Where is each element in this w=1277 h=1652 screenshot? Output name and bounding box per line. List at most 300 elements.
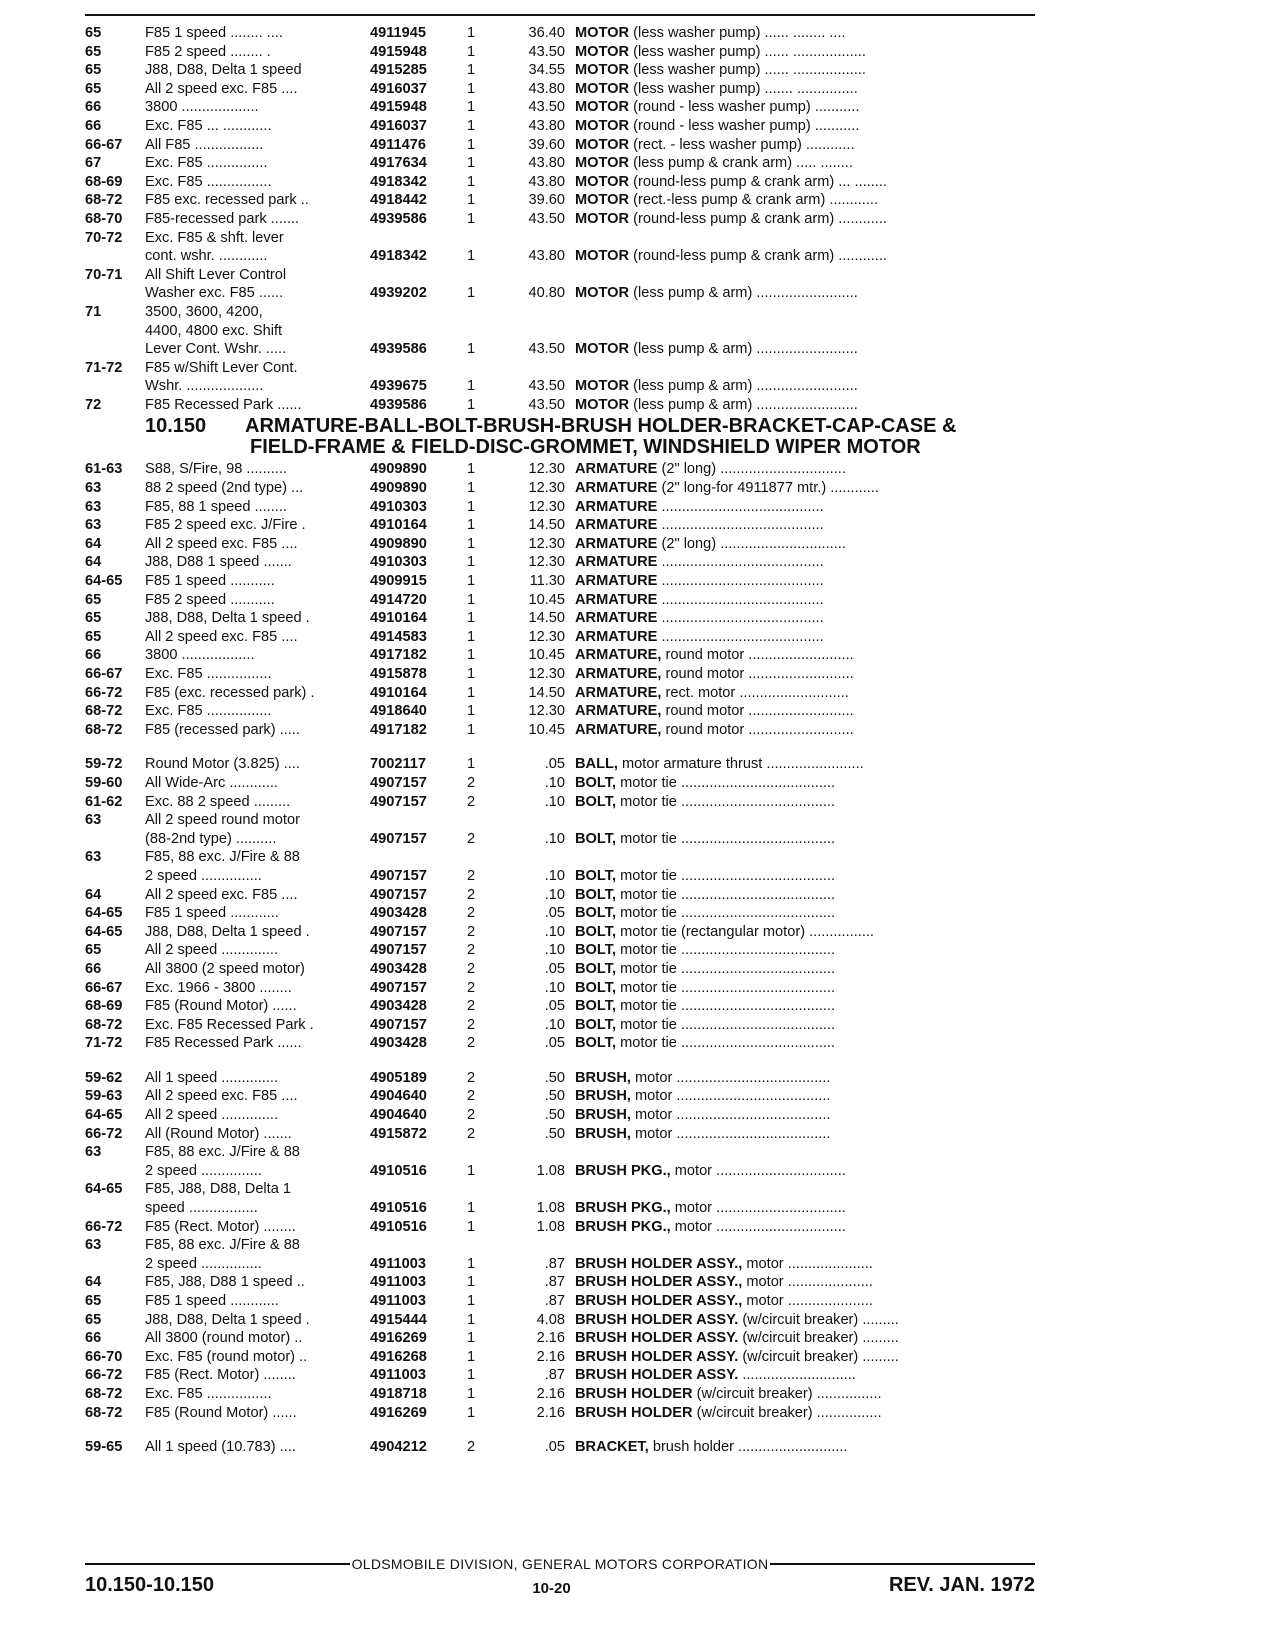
application: F85 1 speed ........ .... <box>145 25 283 41</box>
quantity: 2 <box>467 1016 476 1033</box>
section-number: 10.150 <box>145 415 207 438</box>
part-name <box>575 702 1035 721</box>
list-price: 12.30 <box>528 628 565 645</box>
part-name-bold: ARMATURE, <box>575 684 662 701</box>
model-year: 65 <box>85 628 102 645</box>
part-name-bold: MOTOR <box>575 25 630 41</box>
part-number: 4910516 <box>370 1200 427 1217</box>
part-name-detail: motor ...................................... <box>630 1107 831 1124</box>
application: Exc. F85 ............... <box>145 155 268 172</box>
part-name <box>575 1329 1035 1348</box>
part-row <box>85 755 1035 774</box>
spacer <box>85 1053 1035 1069</box>
model-year: 66-67 <box>85 666 123 682</box>
list-price: 43.80 <box>528 155 565 172</box>
application: J88, D88, Delta 1 speed <box>145 62 302 79</box>
part-row <box>85 904 1035 923</box>
part-row <box>85 1125 1035 1144</box>
part-row <box>85 1385 1035 1404</box>
part-name-bold: BOLT, <box>575 998 617 1015</box>
part-name-detail: motor tie ...................................... <box>616 830 836 847</box>
list-price: 2.16 <box>536 1330 565 1347</box>
part-name <box>575 553 1035 572</box>
model-year: 65 <box>85 43 102 60</box>
quantity: 1 <box>467 1293 476 1309</box>
part-name <box>575 396 1035 415</box>
part-name <box>575 609 1035 628</box>
part-name <box>575 665 1035 684</box>
list-price: 36.40 <box>528 25 565 41</box>
part-name-bold: MOTOR <box>575 99 630 116</box>
part-name <box>575 535 1035 554</box>
part-name-bold: MOTOR <box>575 192 630 209</box>
part-name-detail: motor ...................................... <box>630 1125 831 1142</box>
model-year: 70-71 <box>85 266 123 283</box>
part-name <box>575 247 1035 266</box>
list-price: 14.50 <box>528 684 565 701</box>
part-row <box>85 1069 1035 1088</box>
part-row <box>85 1106 1035 1125</box>
part-row <box>85 377 1035 396</box>
part-name-bold: BRUSH PKG., <box>575 1218 671 1235</box>
bracket-parts-list <box>85 1438 1035 1457</box>
part-name-bold: BRUSH, <box>575 1088 631 1105</box>
model-year: 68-70 <box>85 210 123 227</box>
part-name-bold: ARMATURE <box>575 554 658 571</box>
part-name-detail: motor tie ...................................... <box>616 905 836 922</box>
part-number: 4910303 <box>370 498 427 515</box>
part-number: 4915444 <box>370 1311 427 1328</box>
quantity: 2 <box>467 998 476 1015</box>
list-price: 39.60 <box>528 192 565 209</box>
part-name-bold: BALL, <box>575 756 618 773</box>
model-year: 68-72 <box>85 1385 123 1402</box>
part-row <box>85 1143 1035 1162</box>
list-price: 12.30 <box>528 703 565 720</box>
quantity: 2 <box>467 867 476 884</box>
quantity: 1 <box>467 1385 476 1402</box>
part-name <box>575 684 1035 703</box>
quantity: 1 <box>467 1311 476 1328</box>
application: F85 1 speed ........... <box>145 573 275 590</box>
model-year: 65 <box>85 1293 102 1309</box>
part-name-bold: MOTOR <box>575 285 630 302</box>
part-name-bold: BOLT, <box>575 1035 617 1052</box>
part-name <box>575 1255 1035 1274</box>
part-name-detail: motor tie ...................................... <box>616 774 836 791</box>
part-name <box>575 1199 1035 1218</box>
part-row <box>85 136 1035 155</box>
part-row <box>85 498 1035 517</box>
part-name-detail: motor armature thrust ........................ <box>617 756 864 773</box>
part-row <box>85 191 1035 210</box>
application: J88, D88 1 speed ....... <box>145 554 292 571</box>
part-number: 4909890 <box>370 461 427 478</box>
part-name-bold: MOTOR <box>575 341 630 358</box>
part-name-bold: MOTOR <box>575 62 630 79</box>
model-year: 59-60 <box>85 774 123 791</box>
list-price: .10 <box>544 1016 565 1033</box>
list-price: 2.16 <box>536 1385 565 1402</box>
application: Exc. F85 (round motor) .. <box>145 1348 308 1365</box>
part-name-detail: ........................................ <box>657 628 824 645</box>
quantity: 2 <box>467 1069 476 1086</box>
part-number: 4907157 <box>370 923 427 940</box>
part-row <box>85 460 1035 479</box>
list-price: 43.50 <box>528 378 565 395</box>
part-number: 4911476 <box>370 136 427 153</box>
part-name-detail: (less pump & arm) ......................... <box>629 341 858 358</box>
list-price: 12.30 <box>528 554 565 571</box>
part-name-bold: ARMATURE, <box>575 647 662 664</box>
model-year: 67 <box>85 155 102 172</box>
part-name-bold: MOTOR <box>575 136 630 153</box>
quantity: 1 <box>467 498 476 515</box>
part-number: 4939675 <box>370 378 427 395</box>
part-name-detail: round motor .......................... <box>661 647 854 664</box>
footer-rule <box>85 1556 1035 1572</box>
list-price: .10 <box>544 942 565 959</box>
part-name <box>575 904 1035 923</box>
part-name-detail: (w/circuit breaker) ................ <box>692 1404 882 1421</box>
part-number: 4915948 <box>370 99 427 116</box>
model-year: 66 <box>85 1330 102 1347</box>
part-name-bold: ARMATURE, <box>575 703 662 720</box>
model-year: 71-72 <box>85 359 123 376</box>
part-name <box>575 774 1035 793</box>
application: All 2 speed .............. <box>145 942 279 959</box>
list-price: .50 <box>544 1125 565 1142</box>
list-price: 1.08 <box>536 1162 565 1179</box>
part-number: 4909915 <box>370 573 427 590</box>
quantity: 1 <box>467 1255 476 1272</box>
part-row <box>85 553 1035 572</box>
model-year: 59-62 <box>85 1069 123 1086</box>
part-row <box>85 886 1035 905</box>
quantity: 1 <box>467 1404 476 1421</box>
part-name-bold: BRUSH, <box>575 1107 631 1124</box>
list-price: .87 <box>544 1255 565 1272</box>
part-number: 4903428 <box>370 905 427 922</box>
part-number: 4903428 <box>370 960 427 977</box>
part-row <box>85 646 1035 665</box>
part-name <box>575 941 1035 960</box>
application: All 2 speed .............. <box>145 1107 279 1124</box>
part-name-detail: motor ................................ <box>670 1200 846 1217</box>
part-row <box>85 793 1035 812</box>
part-number: 4907157 <box>370 793 427 810</box>
part-name <box>575 154 1035 173</box>
part-number: 4916037 <box>370 117 427 134</box>
part-name-bold: BRUSH HOLDER ASSY., <box>575 1274 743 1291</box>
part-name <box>575 377 1035 396</box>
model-year: 68-69 <box>85 998 123 1015</box>
application: Exc. 88 2 speed ......... <box>145 793 291 810</box>
part-name-detail: (less washer pump) ...... ........ .... <box>629 25 846 41</box>
part-number: 4917182 <box>370 647 427 664</box>
part-number: 4907157 <box>370 1016 427 1033</box>
list-price: .10 <box>544 867 565 884</box>
part-row <box>85 154 1035 173</box>
list-price: 10.45 <box>528 721 565 738</box>
parts-catalog-page <box>85 14 1035 1457</box>
part-row <box>85 1255 1035 1274</box>
part-name-detail: ........................................ <box>657 610 824 627</box>
application: All 3800 (round motor) .. <box>145 1330 303 1347</box>
part-name <box>575 960 1035 979</box>
part-name <box>575 1218 1035 1237</box>
part-name <box>575 830 1035 849</box>
part-number: 7002117 <box>370 756 427 773</box>
part-number: 4914720 <box>370 591 427 608</box>
part-name <box>575 1087 1035 1106</box>
part-name-detail: motor ..................... <box>742 1293 873 1309</box>
model-year: 63 <box>85 517 102 534</box>
quantity: 1 <box>467 117 476 134</box>
quantity: 1 <box>467 378 476 395</box>
part-name <box>575 886 1035 905</box>
part-name-bold: BRUSH HOLDER ASSY. <box>575 1348 739 1365</box>
application: All 3800 (2 speed motor) <box>145 960 305 977</box>
part-row <box>85 1366 1035 1385</box>
part-number: 4903428 <box>370 998 427 1015</box>
part-number: 4918342 <box>370 248 427 265</box>
list-price: 14.50 <box>528 610 565 627</box>
part-name-bold: MOTOR <box>575 80 630 97</box>
part-name-bold: BOLT, <box>575 793 617 810</box>
part-name-bold: BRUSH HOLDER ASSY. <box>575 1367 739 1384</box>
part-row <box>85 396 1035 415</box>
list-price: 34.55 <box>528 62 565 79</box>
part-name-detail: motor ................................ <box>670 1218 846 1235</box>
application: Wshr. ................... <box>145 378 264 395</box>
footer-rule-line <box>770 1563 1035 1565</box>
model-year: 63 <box>85 480 102 497</box>
application: J88, D88, Delta 1 speed . <box>145 610 310 627</box>
quantity: 1 <box>467 173 476 190</box>
model-year: 63 <box>85 498 102 515</box>
list-price: 12.30 <box>528 480 565 497</box>
part-row <box>85 1199 1035 1218</box>
part-row <box>85 359 1035 378</box>
part-name-bold: MOTOR <box>575 43 630 60</box>
part-row <box>85 774 1035 793</box>
list-price: 43.50 <box>528 341 565 358</box>
part-name <box>575 1366 1035 1385</box>
part-name <box>575 1069 1035 1088</box>
quantity: 1 <box>467 1218 476 1235</box>
spacer <box>85 1422 1035 1438</box>
part-name-detail: (w/circuit breaker) ......... <box>738 1330 899 1347</box>
application: F85, 88 exc. J/Fire & 88 <box>145 1144 300 1161</box>
application: S88, S/Fire, 98 .......... <box>145 461 287 478</box>
application: F85 (recessed park) ..... <box>145 721 300 738</box>
part-name <box>575 516 1035 535</box>
quantity: 1 <box>467 628 476 645</box>
part-number: 4939202 <box>370 285 427 302</box>
part-name-detail: (rect.-less pump & crank arm) ............ <box>629 192 879 209</box>
part-name-detail: (less pump & crank arm) ..... ........ <box>629 155 853 172</box>
part-number: 4911003 <box>370 1367 427 1384</box>
application: Lever Cont. Wshr. ..... <box>145 341 287 358</box>
part-number: 4911945 <box>370 25 427 41</box>
top-rule <box>85 14 1035 16</box>
model-year: 68-72 <box>85 192 123 209</box>
list-price: 40.80 <box>528 285 565 302</box>
quantity: 1 <box>467 517 476 534</box>
part-number: 4907157 <box>370 830 427 847</box>
part-row <box>85 997 1035 1016</box>
application: (88-2nd type) .......... <box>145 830 277 847</box>
part-number: 4914583 <box>370 628 427 645</box>
model-year: 66-67 <box>85 136 123 153</box>
part-name-detail: motor tie ...................................... <box>616 979 836 996</box>
part-name-detail: motor tie ...................................... <box>616 1016 836 1033</box>
part-name <box>575 498 1035 517</box>
part-row <box>85 721 1035 740</box>
quantity: 1 <box>467 1274 476 1291</box>
part-row <box>85 1311 1035 1330</box>
application: F85, 88 exc. J/Fire & 88 <box>145 1237 300 1254</box>
list-price: .10 <box>544 886 565 903</box>
model-year: 65 <box>85 610 102 627</box>
part-name-detail: motor ................................ <box>670 1162 846 1179</box>
part-row <box>85 1404 1035 1423</box>
part-number: 4904640 <box>370 1107 427 1124</box>
part-row <box>85 684 1035 703</box>
quantity: 1 <box>467 248 476 265</box>
part-name <box>575 1438 1035 1457</box>
part-number: 4905189 <box>370 1069 427 1086</box>
model-year: 68-69 <box>85 173 123 190</box>
part-number: 4904212 <box>370 1439 427 1456</box>
list-price: .50 <box>544 1088 565 1105</box>
application: Exc. F85 ... ............ <box>145 117 272 134</box>
model-year: 65 <box>85 1311 102 1328</box>
part-name-bold: ARMATURE <box>575 498 658 515</box>
model-year: 66 <box>85 960 102 977</box>
application: F85 2 speed ........ . <box>145 43 271 60</box>
quantity: 1 <box>467 591 476 608</box>
part-name <box>575 923 1035 942</box>
part-name <box>575 646 1035 665</box>
part-name-bold: BRUSH HOLDER <box>575 1385 693 1402</box>
application: F85-recessed park ....... <box>145 210 300 227</box>
part-name-bold: MOTOR <box>575 173 630 190</box>
part-name-detail: motor tie (rectangular motor) ................ <box>616 923 874 940</box>
application: F85 1 speed ............ <box>145 1293 279 1309</box>
part-row <box>85 1016 1035 1035</box>
quantity: 1 <box>467 396 476 413</box>
part-name-detail: motor tie ...................................... <box>616 998 836 1015</box>
part-name-bold: BRUSH, <box>575 1069 631 1086</box>
model-year: 65 <box>85 25 102 41</box>
application: 2 speed ............... <box>145 1162 262 1179</box>
part-name-detail: (rect. - less washer pump) ............ <box>629 136 855 153</box>
part-name-bold: BRUSH HOLDER <box>575 1404 693 1421</box>
section-title-line2: FIELD-FRAME & FIELD-DISC-GROMMET, WINDSHIELD WIPER MOTOR <box>250 436 921 459</box>
application: F85, 88 1 speed ........ <box>145 498 287 515</box>
part-name <box>575 1106 1035 1125</box>
model-year: 68-72 <box>85 1016 123 1033</box>
application: 88 2 speed (2nd type) ... <box>145 480 304 497</box>
part-name <box>575 979 1035 998</box>
quantity: 1 <box>467 1330 476 1347</box>
part-number: 4910516 <box>370 1218 427 1235</box>
part-name-detail: (round-less pump & crank arm) ............ <box>629 248 887 265</box>
list-price: 39.60 <box>528 136 565 153</box>
model-year: 63 <box>85 812 102 829</box>
quantity: 2 <box>467 830 476 847</box>
application: All Shift Lever Control <box>145 266 287 283</box>
part-name <box>575 98 1035 117</box>
part-name-bold: MOTOR <box>575 155 630 172</box>
quantity: 2 <box>467 886 476 903</box>
part-number: 4916268 <box>370 1348 427 1365</box>
application: F85, 88 exc. J/Fire & 88 <box>145 849 300 866</box>
quantity: 1 <box>467 721 476 738</box>
list-price: 43.50 <box>528 99 565 116</box>
part-name-detail: motor tie ...................................... <box>616 942 836 959</box>
model-year: 64-65 <box>85 923 123 940</box>
part-row <box>85 43 1035 62</box>
model-year: 64-65 <box>85 1107 123 1124</box>
application: Exc. F85 ................ <box>145 1385 272 1402</box>
application: 3500, 3600, 4200, <box>145 303 263 320</box>
part-name-detail: motor ..................... <box>742 1274 873 1291</box>
part-name-bold: MOTOR <box>575 396 630 413</box>
part-name-detail: (w/circuit breaker) ......... <box>738 1311 899 1328</box>
part-name-detail: (2" long) ............................... <box>657 535 846 552</box>
quantity: 1 <box>467 647 476 664</box>
part-name <box>575 1162 1035 1181</box>
quantity: 1 <box>467 666 476 682</box>
list-price: 43.80 <box>528 80 565 97</box>
model-year: 65 <box>85 62 102 79</box>
list-price: 1.08 <box>536 1218 565 1235</box>
application: F85 Recessed Park ...... <box>145 396 302 413</box>
part-name-detail: motor tie ...................................... <box>616 793 836 810</box>
part-name-detail: (w/circuit breaker) ......... <box>738 1348 899 1365</box>
quantity: 2 <box>467 905 476 922</box>
application: All 1 speed .............. <box>145 1069 279 1086</box>
quantity: 1 <box>467 756 476 773</box>
part-name-bold: BOLT, <box>575 867 617 884</box>
part-name-bold: BRUSH HOLDER ASSY. <box>575 1330 739 1347</box>
part-number: 4918640 <box>370 703 427 720</box>
part-name <box>575 284 1035 303</box>
quantity: 1 <box>467 1200 476 1217</box>
part-row <box>85 1162 1035 1181</box>
model-year: 65 <box>85 591 102 608</box>
armature-parts-list <box>85 460 1035 739</box>
part-number: 4918718 <box>370 1385 427 1402</box>
part-row <box>85 1180 1035 1199</box>
part-row <box>85 1034 1035 1053</box>
part-row <box>85 1087 1035 1106</box>
part-number: 4911003 <box>370 1255 427 1272</box>
part-name-detail: round motor .......................... <box>661 721 854 738</box>
model-year: 66 <box>85 117 102 134</box>
part-number: 4911003 <box>370 1293 427 1309</box>
part-name <box>575 1273 1035 1292</box>
list-price: .05 <box>544 756 565 773</box>
part-name-bold: MOTOR <box>575 248 630 265</box>
list-price: 12.30 <box>528 461 565 478</box>
part-number: 4907157 <box>370 942 427 959</box>
part-row <box>85 284 1035 303</box>
part-name-detail: round motor .......................... <box>661 703 854 720</box>
